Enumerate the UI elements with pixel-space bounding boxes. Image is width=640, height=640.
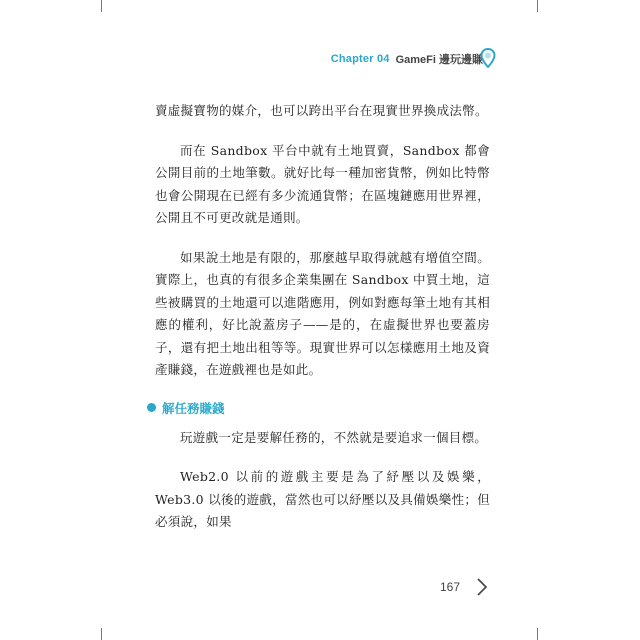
page-body	[155, 100, 490, 551]
bullet-dot-icon	[147, 403, 156, 412]
crop-mark-top-left	[101, 0, 102, 12]
chapter-title: GameFi 邊玩邊賺	[395, 54, 483, 66]
paragraph-2: 而在 Sandbox 平台中就有土地買賣，Sandbox 都會公開目前的土地筆數。就好比每一種加密貨幣，例如比特幣也會公開現在已經有多少流通貨幣；在區塊鏈應用世界裡，公開且不可更改就是通則。	[155, 142, 490, 225]
page-number: 167	[440, 580, 461, 594]
paragraph-3: 如果說土地是有限的，那麼越早取得就越有增值空間。實際上，也真的有很多企業集團在 Sandbox 中買土地，這些被購買的土地還可以進階應用，例如對應每筆土地有其相應的權利，好比說蓋房子——是的，在虛擬世界也要蓋房子，還有把土地出租等等。現實世界可以怎樣應用土地及資產賺錢，在遊戲裡也是如此。	[155, 249, 490, 377]
chevron-right-icon	[474, 577, 490, 597]
paragraph-4: 玩遊戲一定是要解任務的，不然就是要追求一個目標。	[180, 429, 488, 445]
location-pin-icon	[480, 48, 496, 68]
crop-mark-bottom-right	[537, 628, 538, 640]
section-heading	[147, 399, 490, 417]
page-footer	[440, 577, 490, 597]
section-title: 解任務賺錢	[162, 401, 225, 416]
chapter-label: Chapter 04	[330, 53, 390, 65]
paragraph-1: 賣虛擬寶物的媒介，也可以跨出平台在現實世界換成法幣。	[155, 103, 488, 118]
crop-mark-bottom-left	[101, 628, 102, 640]
running-header	[331, 51, 483, 67]
crop-mark-top-right	[537, 0, 538, 12]
paragraph-5: Web2.0 以前的遊戲主要是為了紓壓以及娛樂，Web3.0 以後的遊戲，當然也可以紓壓以及具備娛樂性；但必須說，如果	[155, 469, 490, 529]
